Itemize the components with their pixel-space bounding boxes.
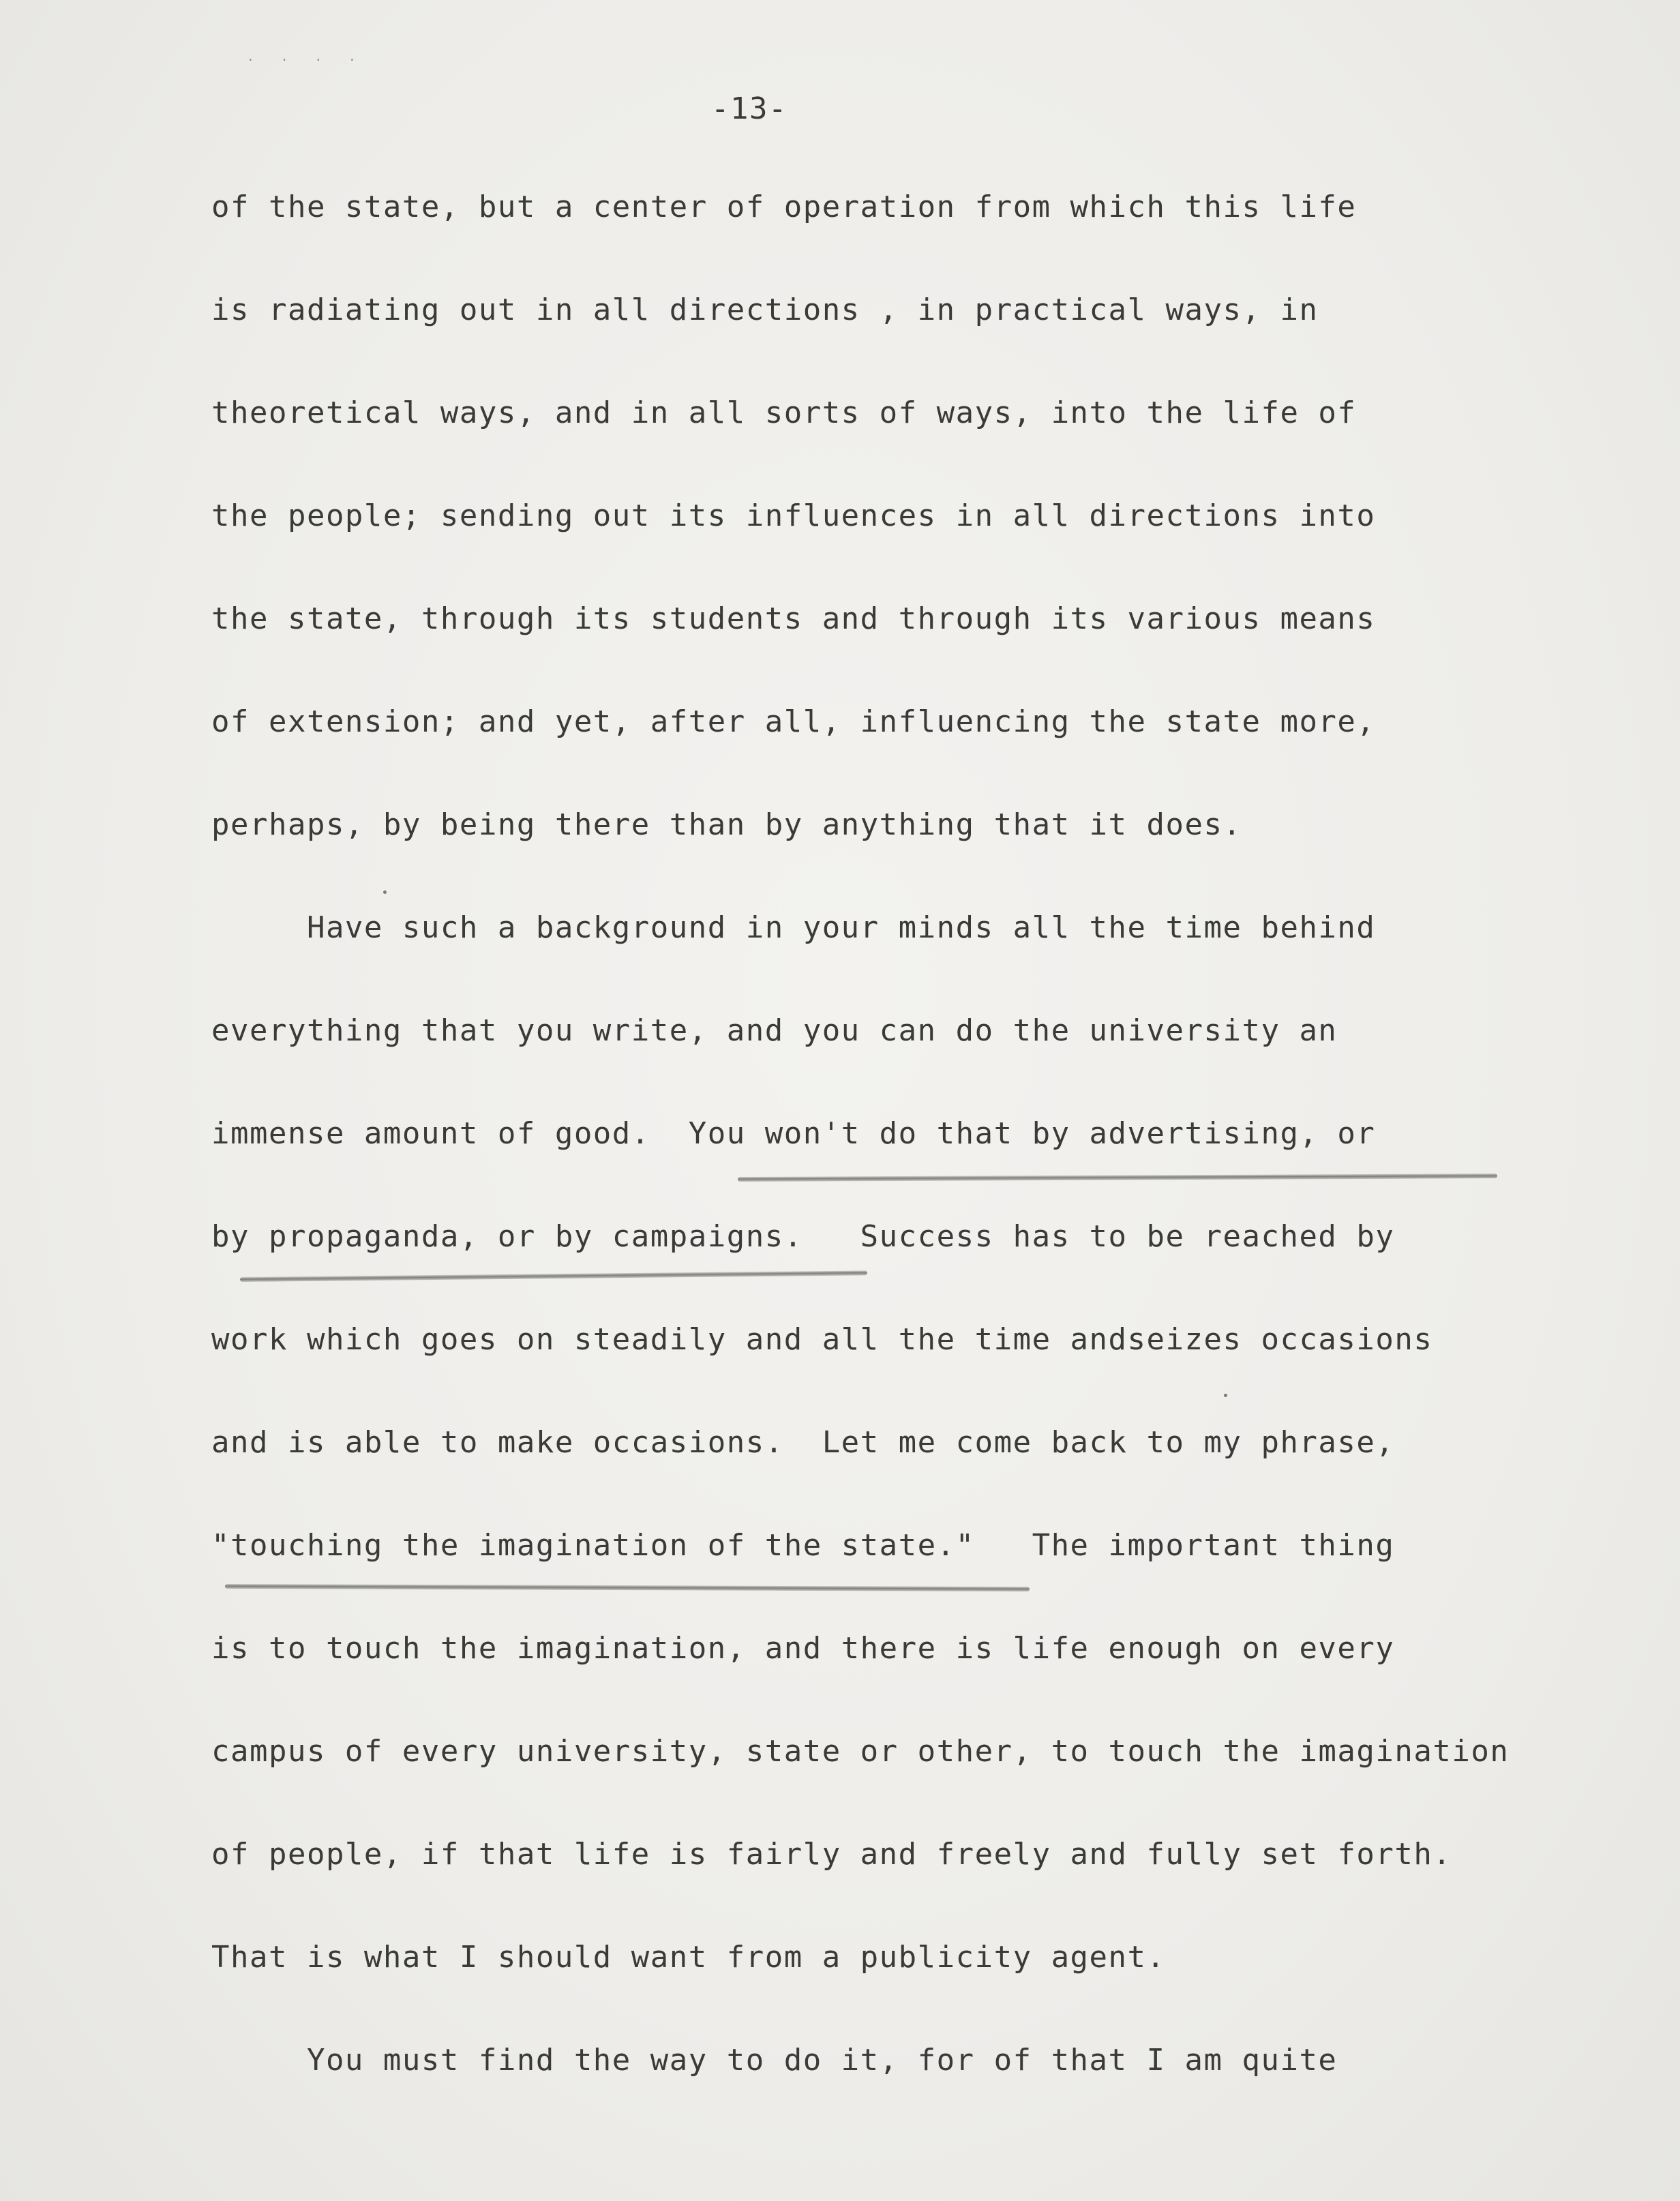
ink-dot bbox=[383, 890, 387, 894]
text-line: theoretical ways, and in all sorts of ways, into the life of bbox=[211, 395, 1357, 430]
text-line: everything that you write, and you can do the university an bbox=[211, 1013, 1338, 1048]
text-line: Have such a background in your minds all the time behind bbox=[211, 910, 1376, 945]
text-line: immense amount of good. You won't do that by advertising, or bbox=[211, 1116, 1376, 1151]
text-line: the people; sending out its influences in all directions into bbox=[211, 498, 1376, 533]
text-line: the state, through its students and through its various means bbox=[211, 601, 1376, 636]
text-line: of people, if that life is fairly and freely and fully set forth. bbox=[211, 1837, 1452, 1872]
text-line: "touching the imagination of the state." The important thing bbox=[211, 1528, 1395, 1563]
text-line: work which goes on steadily and all the time andseizes occasions bbox=[211, 1322, 1433, 1357]
text-line: is radiating out in all directions , in practical ways, in bbox=[211, 293, 1319, 327]
text-line: of extension; and yet, after all, influencing the state more, bbox=[211, 704, 1376, 739]
text-line: is to touch the imagination, and there is life enough on every bbox=[211, 1631, 1395, 1666]
text-line: of the state, but a center of operation from which this life bbox=[211, 190, 1357, 224]
paper-specks: · · · · bbox=[247, 53, 365, 68]
text-line: perhaps, by being there than by anything that it does. bbox=[211, 807, 1242, 842]
pencil-underline bbox=[225, 1584, 1030, 1591]
text-line: campus of every university, state or other, to touch the imagination bbox=[211, 1734, 1510, 1769]
text-line: You must find the way to do it, for of that I am quite bbox=[211, 2043, 1338, 2078]
pencil-underline bbox=[738, 1173, 1497, 1182]
text-line: and is able to make occasions. Let me come back to my phrase, bbox=[211, 1425, 1395, 1460]
page-number: -13- bbox=[711, 91, 787, 126]
ink-dot bbox=[1224, 1394, 1227, 1397]
text-line: That is what I should want from a publicity agent. bbox=[211, 1940, 1166, 1975]
text-line: by propaganda, or by campaigns. Success has to be reached by bbox=[211, 1219, 1395, 1254]
pencil-underline bbox=[240, 1270, 867, 1282]
